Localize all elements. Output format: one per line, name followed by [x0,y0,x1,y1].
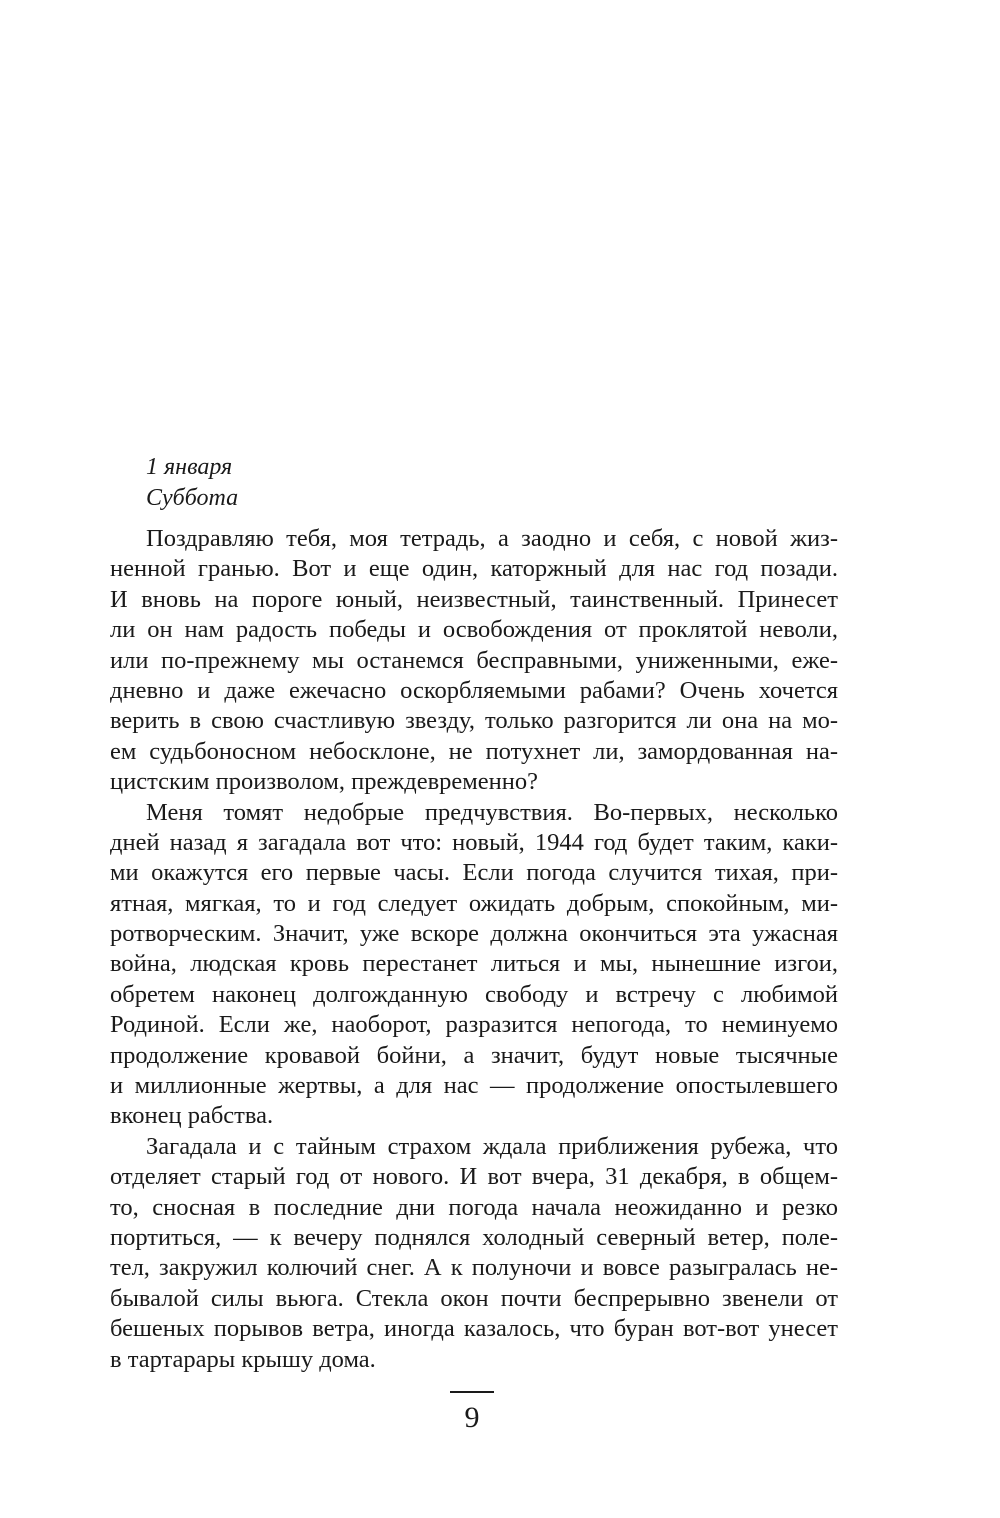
diary-entry-header [146,452,846,514]
text-line: ми окажутся его первые часы. Если погода случится тихая, при- [110,859,838,887]
text-line: бывалой силы вьюга. Стекла окон почти беспрерывно звенели от [110,1284,838,1312]
text-line: Меня томят недобрые предчувствия. Во-первых, несколько [146,798,838,826]
text-line: верить в свою счастливую звезду, только разгорится ли она на мо- [110,707,838,735]
paragraph [110,798,838,1132]
text-line: портиться, — к вечеру поднялся холодный северный ветер, поле- [110,1223,838,1251]
entry-date: 1 января [146,454,233,480]
text-line: дневно и даже ежечасно оскорбляемыми рабами? Очень хочется [110,676,838,704]
text-line: цистским произволом, преждевременно? [110,768,539,796]
entry-weekday: Суббота [146,485,239,511]
text-line: вконец рабства. [110,1102,274,1130]
footer-rule [450,1391,494,1393]
paragraph [110,1132,838,1375]
text-line: ненной гранью. Вот и еще один, каторжный для нас год позади. [110,555,838,583]
page-number: 9 [464,1401,480,1434]
text-line: то, сносная в последние дни погода начала неожиданно и резко [110,1193,838,1221]
text-line: ротворческим. Значит, уже вскоре должна окончиться эта ужасная [110,920,838,948]
text-line: тел, закружил колючий снег. А к полуночи и вовсе разыгралась не- [110,1254,838,1282]
text-line: и миллионные жертвы, а для нас — продолжение опостылевшего [110,1072,838,1100]
entry-body [110,524,838,1375]
paragraph [110,524,838,798]
text-line: война, людская кровь перестанет литься и мы, нынешние изгои, [110,950,838,978]
text-line: в тартарары крышу дома. [110,1345,376,1373]
text-line: или по-прежнему мы останемся бесправными, униженными, еже- [110,646,838,674]
text-line: Поздравляю тебя, моя тетрадь, а заодно и себя, с новой жиз- [146,525,838,552]
text-line: Загадала и с тайным страхом ждала приближения рубежа, что [146,1132,838,1160]
text-line: И вновь на пороге юный, неизвестный, таинственный. Принесет [110,585,838,613]
text-line: ятная, мягкая, то и год следует ожидать добрым, спокойным, ми- [110,889,838,917]
text-line: бешеных порывов ветра, иногда казалось, что буран вот-вот унесет [110,1315,838,1343]
text-line: Родиной. Если же, наоборот, разразится непогода, то неминуемо [110,1011,838,1039]
text-line: обретем наконец долгожданную свободу и встречу с любимой [110,980,838,1008]
text-line: ем судьбоносном небосклоне, не потухнет ли, замордованная на- [110,737,838,765]
text-line: ли он нам радость победы и освобождения от проклятой неволи, [110,616,838,644]
text-line: дней назад я загадала вот что: новый, 1944 год будет таким, каки- [110,828,838,856]
text-line: отделяет старый год от нового. И вот вчера, 31 декабря, в общем- [110,1163,838,1191]
text-line: продолжение кровавой бойни, а значит, будут новые тысячные [110,1041,838,1069]
